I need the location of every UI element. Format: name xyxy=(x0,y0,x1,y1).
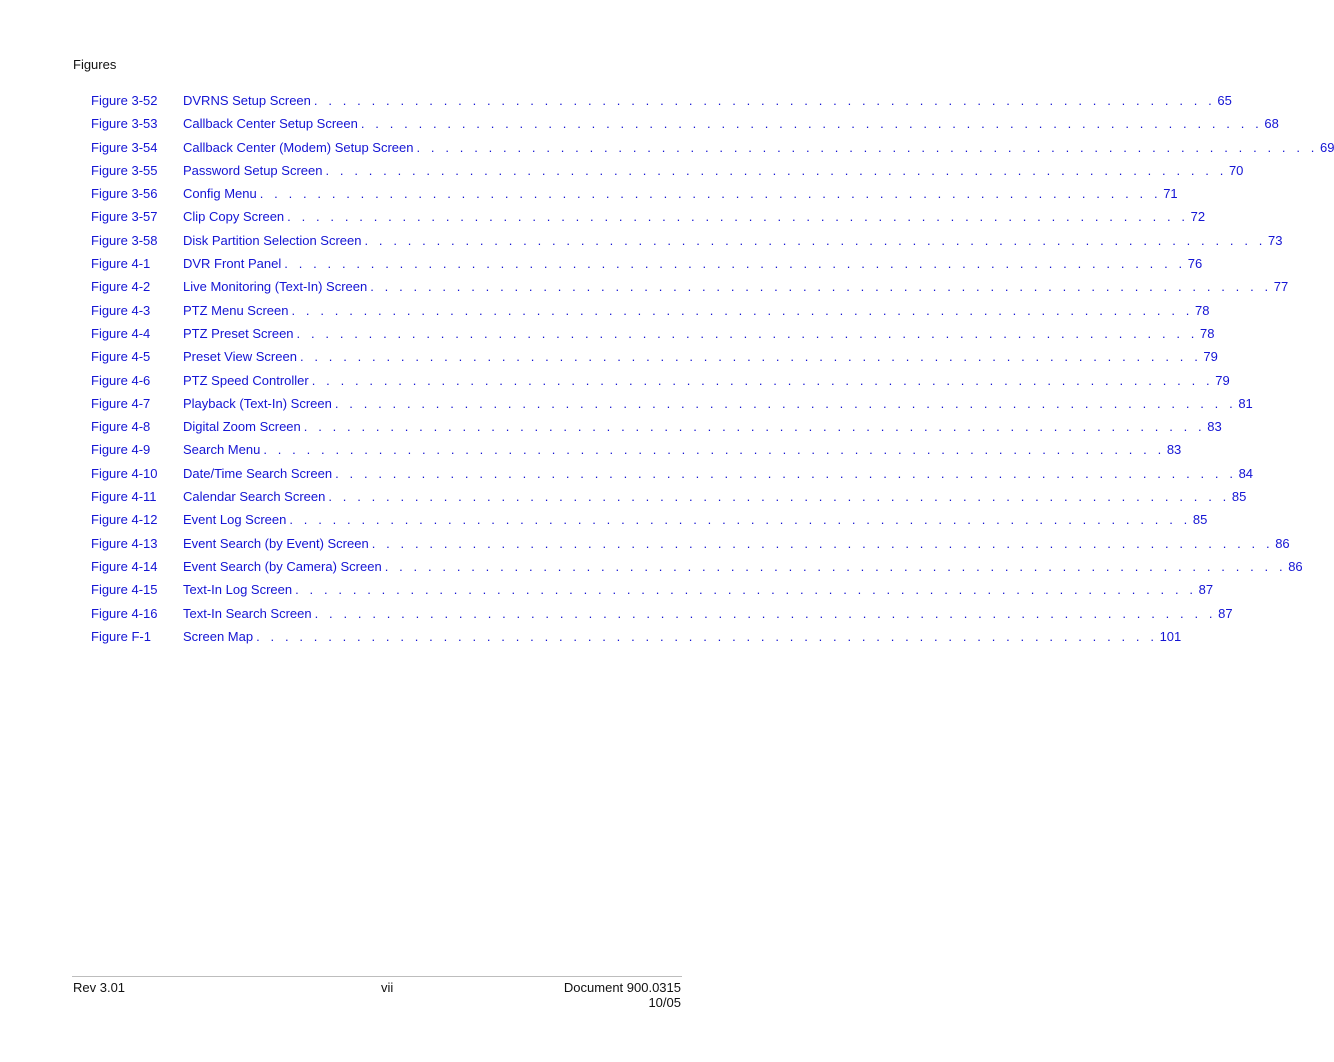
toc-entry[interactable] xyxy=(91,275,1289,298)
footer-revision: Rev 3.01 xyxy=(73,980,126,995)
figure-number-link[interactable]: Figure F-1 xyxy=(91,628,151,644)
figure-page-number[interactable]: 70 xyxy=(1228,162,1244,178)
dot-leader: . . . . . . . . . . . . . . . . . . . . . . . . . . . . . . . . . . . . . . . . . . . . . . . . . . . . . . . . . . . . . . . xyxy=(384,558,1287,574)
figure-title-link[interactable]: Text-In Log Screen xyxy=(183,582,293,598)
toc-entry[interactable] xyxy=(91,602,1233,625)
dot-leader: . . . . . . . . . . . . . . . . . . . . . . . . . . . . . . . . . . . . . . . . . . . . . . . . . . . . . . . . . . . . . . . xyxy=(325,162,1227,178)
footer-page-number: vii xyxy=(381,980,394,995)
figure-number-link[interactable]: Figure 4-9 xyxy=(91,442,151,458)
dot-leader: . . . . . . . . . . . . . . . . . . . . . . . . . . . . . . . . . . . . . . . . . . . . . . . . . . . . . . . . . . . . . . . xyxy=(334,395,1237,411)
figure-title-link[interactable]: DVR Front Panel xyxy=(183,256,282,272)
figure-number-link[interactable]: Figure 4-6 xyxy=(91,372,151,388)
dot-leader: . . . . . . . . . . . . . . . . . . . . . . . . . . . . . . . . . . . . . . . . . . . . . . . . . . . . . . . . . . . . . . . xyxy=(263,442,1165,458)
figure-page-number[interactable]: 84 xyxy=(1238,465,1254,481)
toc-entry[interactable] xyxy=(91,252,1203,275)
figure-title-link[interactable]: Date/Time Search Screen xyxy=(183,465,333,481)
dot-leader: . . . . . . . . . . . . . . . . . . . . . . . . . . . . . . . . . . . . . . . . . . . . . . . . . . . . . . . . . . . . . . . xyxy=(328,489,1230,505)
figure-title-link[interactable]: PTZ Preset Screen xyxy=(183,325,294,341)
toc-entry[interactable] xyxy=(91,555,1303,578)
figure-title-link[interactable]: Search Menu xyxy=(183,442,261,458)
toc-entry[interactable] xyxy=(91,578,1214,601)
toc-entry[interactable] xyxy=(91,485,1247,508)
toc-entry[interactable] xyxy=(91,322,1215,345)
toc-entry[interactable] xyxy=(91,229,1283,252)
dot-leader: . . . . . . . . . . . . . . . . . . . . . . . . . . . . . . . . . . . . . . . . . . . . . . . . . . . . . . . . . . . . . . . xyxy=(371,535,1274,551)
figure-page-number[interactable]: 83 xyxy=(1207,419,1222,435)
figure-page-number[interactable]: 85 xyxy=(1231,489,1247,505)
figure-list xyxy=(91,89,1334,648)
footer-date: 10/05 xyxy=(648,995,681,1010)
figure-number-link[interactable]: Figure 3-56 xyxy=(91,186,158,202)
dot-leader: . . . . . . . . . . . . . . . . . . . . . . . . . . . . . . . . . . . . . . . . . . . . . . . . . . . . . . . . . . . . . . . xyxy=(256,628,1158,644)
figure-title-link[interactable]: Calendar Search Screen xyxy=(183,489,326,505)
dot-leader: . . . . . . . . . . . . . . . . . . . . . . . . . . . . . . . . . . . . . . . . . . . . . . . . . . . . . . . . . . . . . . . xyxy=(299,349,1202,365)
figure-page-number[interactable]: 71 xyxy=(1163,186,1178,202)
dot-leader: . . . . . . . . . . . . . . . . . . . . . . . . . . . . . . . . . . . . . . . . . . . . . . . . . . . . . . . . . . . . . . . xyxy=(335,465,1237,481)
figure-page-number[interactable]: 68 xyxy=(1264,116,1279,132)
figure-number-link[interactable]: Figure 4-11 xyxy=(91,489,157,505)
figure-number-link[interactable]: Figure 4-7 xyxy=(91,395,151,411)
figure-page-number[interactable]: 78 xyxy=(1200,325,1215,341)
toc-entry[interactable] xyxy=(91,415,1222,438)
figure-title-link[interactable]: Config Menu xyxy=(183,186,257,202)
figure-title-link[interactable]: Password Setup Screen xyxy=(183,162,323,178)
figure-page-number[interactable]: 72 xyxy=(1190,209,1206,225)
figure-page-number[interactable]: 79 xyxy=(1215,372,1230,388)
dot-leader: . . . . . . . . . . . . . . . . . . . . . . . . . . . . . . . . . . . . . . . . . . . . . . . . . . . . . . . . . . . . . . . xyxy=(370,279,1272,295)
dot-leader: . . . . . . . . . . . . . . . . . . . . . . . . . . . . . . . . . . . . . . . . . . . . . . . . . . . . . . . . . . . . . . . xyxy=(364,232,1266,248)
figure-title-link[interactable]: Callback Center (Modem) Setup Screen xyxy=(183,139,414,155)
figure-page-number[interactable]: 86 xyxy=(1288,558,1303,574)
figure-title-link[interactable]: Preset View Screen xyxy=(183,349,297,365)
figure-page-number[interactable]: 69 xyxy=(1319,139,1334,155)
figure-title-link[interactable]: Text-In Search Screen xyxy=(183,605,312,621)
figure-number-link[interactable]: Figure 3-52 xyxy=(91,93,158,108)
dot-leader: . . . . . . . . . . . . . . . . . . . . . . . . . . . . . . . . . . . . . . . . . . . . . . . . . . . . . . . . . . . . . . . xyxy=(295,582,1197,598)
dot-leader: . . . . . . . . . . . . . . . . . . . . . . . . . . . . . . . . . . . . . . . . . . . . . . . . . . . . . . . . . . . . . . . xyxy=(259,186,1162,202)
figure-number-link[interactable]: Figure 4-14 xyxy=(91,558,158,574)
figure-page-number[interactable]: 101 xyxy=(1159,628,1182,644)
toc-entry[interactable] xyxy=(91,299,1210,322)
figure-page-number[interactable]: 76 xyxy=(1187,256,1203,272)
figure-title-link[interactable]: DVRNS Setup Screen xyxy=(183,93,311,108)
figure-number-link[interactable]: Figure 4-2 xyxy=(91,279,151,295)
figure-number-link[interactable]: Figure 4-12 xyxy=(91,512,158,528)
figure-number-link[interactable]: Figure 3-58 xyxy=(91,232,158,248)
toc-entry[interactable] xyxy=(91,182,1178,205)
dot-leader: . . . . . . . . . . . . . . . . . . . . . . . . . . . . . . . . . . . . . . . . . . . . . . . . . . . . . . . . . . . . . . . xyxy=(314,605,1217,621)
dot-leader: . . . . . . . . . . . . . . . . . . . . . . . . . . . . . . . . . . . . . . . . . . . . . . . . . . . . . . . . . . . . . . . xyxy=(291,302,1193,318)
dot-leader: . . . . . . . . . . . . . . . . . . . . . . . . . . . . . . . . . . . . . . . . . . . . . . . . . . . . . . . . . . . . . . . xyxy=(296,325,1199,341)
figure-page-number[interactable]: 81 xyxy=(1238,395,1253,411)
toc-entry[interactable] xyxy=(91,136,1334,159)
toc-entry[interactable] xyxy=(91,159,1244,182)
dot-leader: . . . . . . . . . . . . . . . . . . . . . . . . . . . . . . . . . . . . . . . . . . . . . . . . . . . . . . . . . . . . . . . xyxy=(287,209,1189,225)
footer-document-number: Document 900.0315 xyxy=(563,980,681,995)
figure-title-link[interactable]: Callback Center Setup Screen xyxy=(183,116,358,132)
figure-page-number[interactable]: 87 xyxy=(1198,582,1214,598)
figure-page-number[interactable]: 85 xyxy=(1192,512,1208,528)
figure-page-number[interactable]: 86 xyxy=(1275,535,1290,551)
toc-entry[interactable] xyxy=(91,392,1253,415)
figure-page-number[interactable]: 78 xyxy=(1194,302,1210,318)
toc-entry[interactable] xyxy=(91,462,1254,485)
toc-entry[interactable] xyxy=(91,369,1230,392)
figure-title-link[interactable]: PTZ Menu Screen xyxy=(183,302,289,318)
figure-number-link[interactable]: Figure 4-15 xyxy=(91,582,158,598)
figure-page-number[interactable]: 77 xyxy=(1273,279,1289,295)
figure-page-number[interactable]: 87 xyxy=(1218,605,1233,621)
toc-entry[interactable] xyxy=(91,112,1279,135)
figure-number-link[interactable]: Figure 3-55 xyxy=(91,162,158,178)
toc-entry[interactable] xyxy=(91,625,1182,648)
toc-entry[interactable] xyxy=(91,345,1218,368)
dot-leader: . . . . . . . . . . . . . . . . . . . . . . . . . . . . . . . . . . . . . . . . . . . . . . . . . . . . . . . . . . . . . . . xyxy=(416,139,1318,155)
figure-number-link[interactable]: Figure 3-54 xyxy=(91,139,158,155)
figure-number-link[interactable]: Figure 3-57 xyxy=(91,209,158,225)
figure-page-number[interactable]: 83 xyxy=(1166,442,1182,458)
dot-leader: . . . . . . . . . . . . . . . . . . . . . . . . . . . . . . . . . . . . . . . . . . . . . . . . . . . . . . . . . . . . . . . xyxy=(311,372,1214,388)
page-header: Figures xyxy=(73,57,117,72)
figure-number-link[interactable]: Figure 4-13 xyxy=(91,535,158,551)
figure-page-number[interactable]: 79 xyxy=(1203,349,1218,365)
footer-document-info xyxy=(564,980,681,1010)
figure-number-link[interactable]: Figure 4-16 xyxy=(91,605,158,621)
figure-number-link[interactable]: Figure 4-4 xyxy=(91,325,151,341)
toc-entry[interactable] xyxy=(91,205,1206,228)
figure-page-number[interactable]: 65 xyxy=(1217,93,1232,108)
figure-title-link[interactable]: Live Monitoring (Text-In) Screen xyxy=(183,279,368,295)
figure-page-number[interactable]: 73 xyxy=(1267,232,1283,248)
dot-leader: . . . . . . . . . . . . . . . . . . . . . . . . . . . . . . . . . . . . . . . . . . . . . . . . . . . . . . . . . . . . . . . xyxy=(284,256,1186,272)
toc-entry[interactable] xyxy=(91,89,1232,112)
dot-leader: . . . . . . . . . . . . . . . . . . . . . . . . . . . . . . . . . . . . . . . . . . . . . . . . . . . . . . . . . . . . . . . xyxy=(313,93,1216,108)
dot-leader: . . . . . . . . . . . . . . . . . . . . . . . . . . . . . . . . . . . . . . . . . . . . . . . . . . . . . . . . . . . . . . . xyxy=(303,419,1206,435)
dot-leader: . . . . . . . . . . . . . . . . . . . . . . . . . . . . . . . . . . . . . . . . . . . . . . . . . . . . . . . . . . . . . . . xyxy=(289,512,1191,528)
figure-number-link[interactable]: Figure 3-53 xyxy=(91,116,158,132)
figure-title-link[interactable]: Digital Zoom Screen xyxy=(183,419,301,435)
figure-number-link[interactable]: Figure 4-5 xyxy=(91,349,151,365)
figure-title-link[interactable]: Disk Partition Selection Screen xyxy=(183,232,362,248)
figure-title-link[interactable]: Clip Copy Screen xyxy=(183,209,285,225)
figure-number-link[interactable]: Figure 4-1 xyxy=(91,256,151,272)
figure-number-link[interactable]: Figure 4-3 xyxy=(91,302,151,318)
figure-title-link[interactable]: Event Search (by Camera) Screen xyxy=(183,558,382,574)
figure-number-link[interactable]: Figure 4-8 xyxy=(91,419,151,435)
figure-title-link[interactable]: PTZ Speed Controller xyxy=(183,372,309,388)
toc-entry[interactable] xyxy=(91,532,1290,555)
figure-title-link[interactable]: Screen Map xyxy=(183,628,254,644)
toc-entry[interactable] xyxy=(91,438,1182,461)
dot-leader: . . . . . . . . . . . . . . . . . . . . . . . . . . . . . . . . . . . . . . . . . . . . . . . . . . . . . . . . . . . . . . . xyxy=(360,116,1263,132)
footer-divider xyxy=(72,976,682,977)
figure-title-link[interactable]: Event Search (by Event) Screen xyxy=(183,535,369,551)
figure-title-link[interactable]: Event Log Screen xyxy=(183,512,287,528)
figure-title-link[interactable]: Playback (Text-In) Screen xyxy=(183,395,332,411)
toc-entry[interactable] xyxy=(91,508,1208,531)
figure-number-link[interactable]: Figure 4-10 xyxy=(91,465,158,481)
